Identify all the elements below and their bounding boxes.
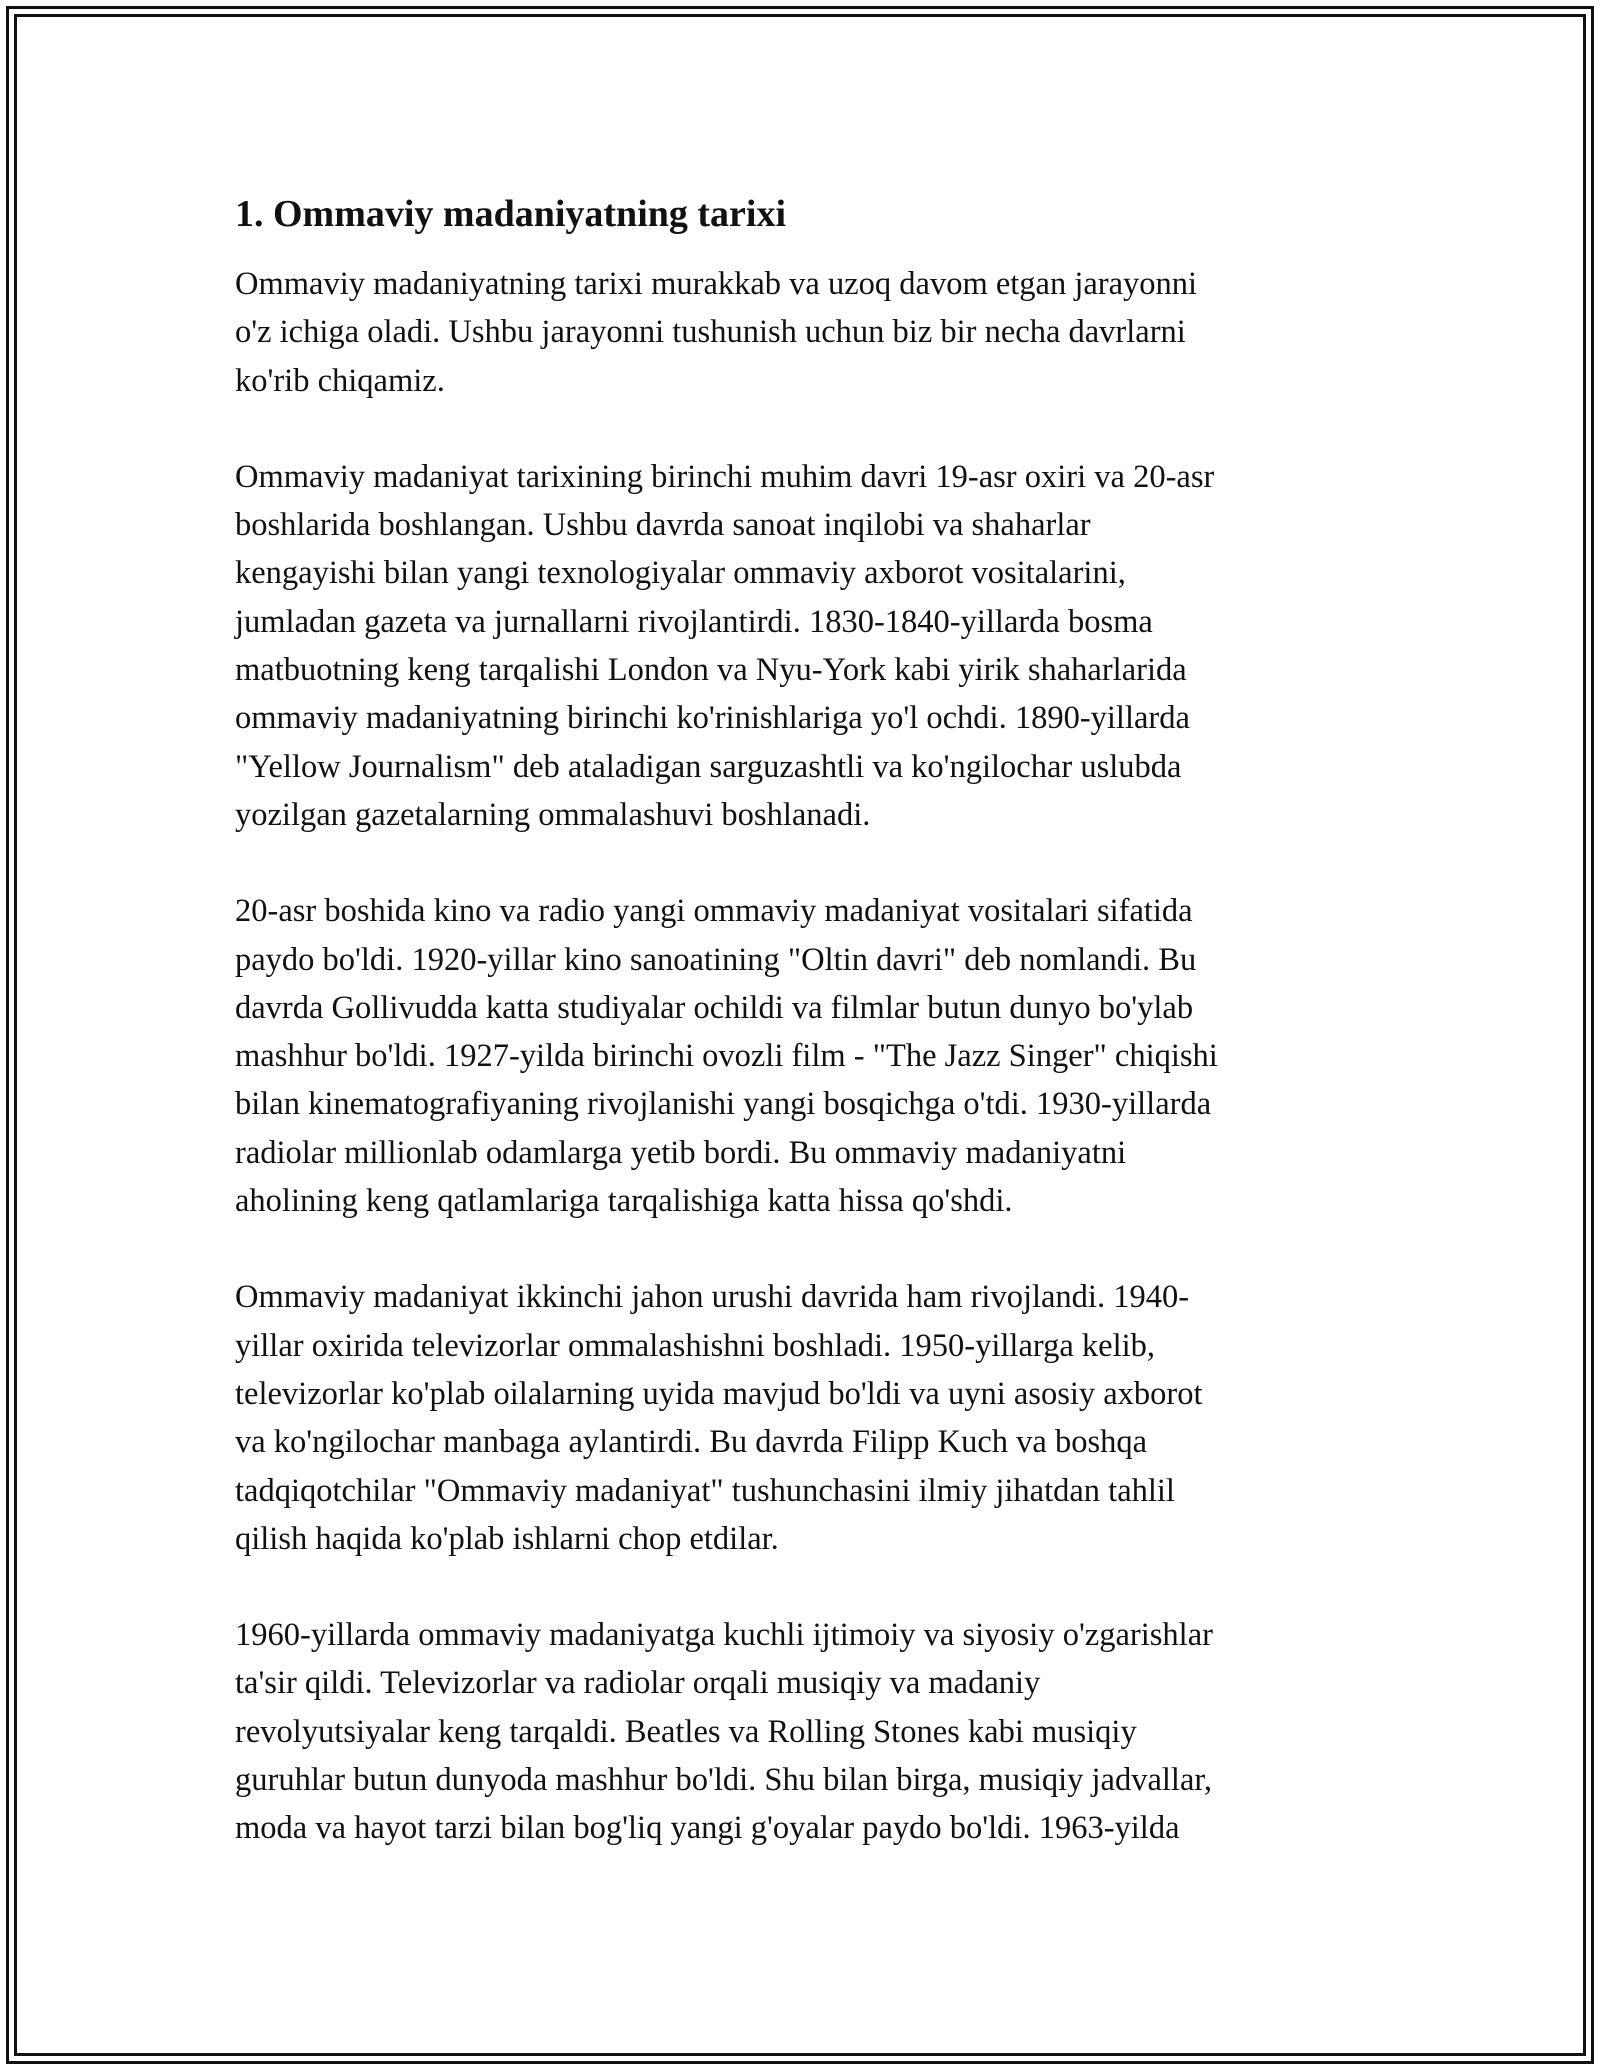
text-line: o'z ichiga oladi. Ushbu jarayonni tushunish uchun biz bir necha davrlarni	[235, 314, 1186, 351]
text-line: va ko'ngilochar manbaga aylantirdi. Bu davrda Filipp Kuch va boshqa	[235, 1424, 1148, 1461]
paragraph	[235, 887, 1355, 1225]
text-line: qilish haqida ko'plab ishlarni chop etdilar.	[235, 1520, 779, 1557]
text-line: boshlarida boshlangan. Ushbu davrda sanoat inqilobi va shaharlar	[235, 507, 1091, 544]
paragraph	[235, 260, 1355, 405]
text-line: aholining keng qatlamlariga tarqalishiga katta hissa qo'shdi.	[235, 1183, 1013, 1220]
text-line: paydo bo'ldi. 1920-yillar kino sanoatining "Oltin davri" deb nomlandi. Bu	[235, 941, 1197, 978]
text-line: guruhlar butun dunyoda mashhur bo'ldi. Shu bilan birga, musiqiy jadvallar,	[235, 1762, 1213, 1799]
text-line: bilan kinematografiyaning rivojlanishi yangi bosqichga o'tdi. 1930-yillarda	[235, 1086, 1212, 1123]
text-line: 1960-yillarda ommaviy madaniyatga kuchli ijtimoiy va siyosiy o'zgarishlar	[235, 1617, 1213, 1654]
document-body	[235, 188, 1355, 1901]
text-line: ta'sir qildi. Televizorlar va radiolar orqali musiqiy va madaniy	[235, 1665, 1041, 1702]
text-line: 20-asr boshida kino va radio yangi ommaviy madaniyat vositalari sifatida	[235, 893, 1193, 930]
text-line: yozilgan gazetalarning ommalashuvi boshlanadi.	[235, 796, 871, 833]
text-line: moda va hayot tarzi bilan bog'liq yangi g'oyalar paydo bo'ldi. 1963-yilda	[235, 1810, 1180, 1847]
text-line: "Yellow Journalism" deb ataladigan sarguzashtli va ko'ngilochar uslubda	[235, 748, 1182, 785]
text-line: televizorlar ko'plab oilalarning uyida mavjud bo'ldi va uyni asosiy axborot	[235, 1375, 1203, 1412]
paragraph	[235, 1273, 1355, 1563]
text-line: ko'rib chiqamiz.	[235, 362, 445, 399]
text-line: Ommaviy madaniyat tarixining birinchi muhim davri 19-asr oxiri va 20-asr	[235, 458, 1215, 495]
section-heading: 1. Ommaviy madaniyatning tarixi	[235, 193, 787, 235]
text-line: ommaviy madaniyatning birinchi ko'rinishlariga yo'l ochdi. 1890-yillarda	[235, 700, 1190, 737]
text-line: Ommaviy madaniyat ikkinchi jahon urushi davrida ham rivojlandi. 1940-	[235, 1279, 1190, 1316]
text-line: davrda Gollivudda katta studiyalar ochildi va filmlar butun dunyo bo'ylab	[235, 989, 1194, 1026]
paragraph	[235, 1611, 1355, 1852]
text-line: kengayishi bilan yangi texnologiyalar ommaviy axborot vositalarini,	[235, 555, 1126, 592]
paragraph	[235, 453, 1355, 839]
text-line: radiolar millionlab odamlarga yetib bordi. Bu ommaviy madaniyatni	[235, 1134, 1127, 1171]
text-line: mashhur bo'ldi. 1927-yilda birinchi ovozli film - "The Jazz Singer" chiqishi	[235, 1038, 1218, 1075]
text-line: revolyutsiyalar keng tarqaldi. Beatles va Rolling Stones kabi musiqiy	[235, 1713, 1137, 1750]
text-line: yillar oxirida televizorlar ommalashishni boshladi. 1950-yillarga kelib,	[235, 1327, 1156, 1364]
text-line: matbuotning keng tarqalishi London va Nyu-York kabi yirik shaharlarida	[235, 652, 1187, 689]
text-line: tadqiqotchilar "Ommaviy madaniyat" tushunchasini ilmiy jihatdan tahlil	[235, 1472, 1175, 1509]
text-line: Ommaviy madaniyatning tarixi murakkab va uzoq davom etgan jarayonni	[235, 266, 1198, 302]
paragraph-list	[235, 260, 1355, 1853]
text-line: jumladan gazeta va jurnallarni rivojlantirdi. 1830-1840-yillarda bosma	[235, 603, 1153, 640]
